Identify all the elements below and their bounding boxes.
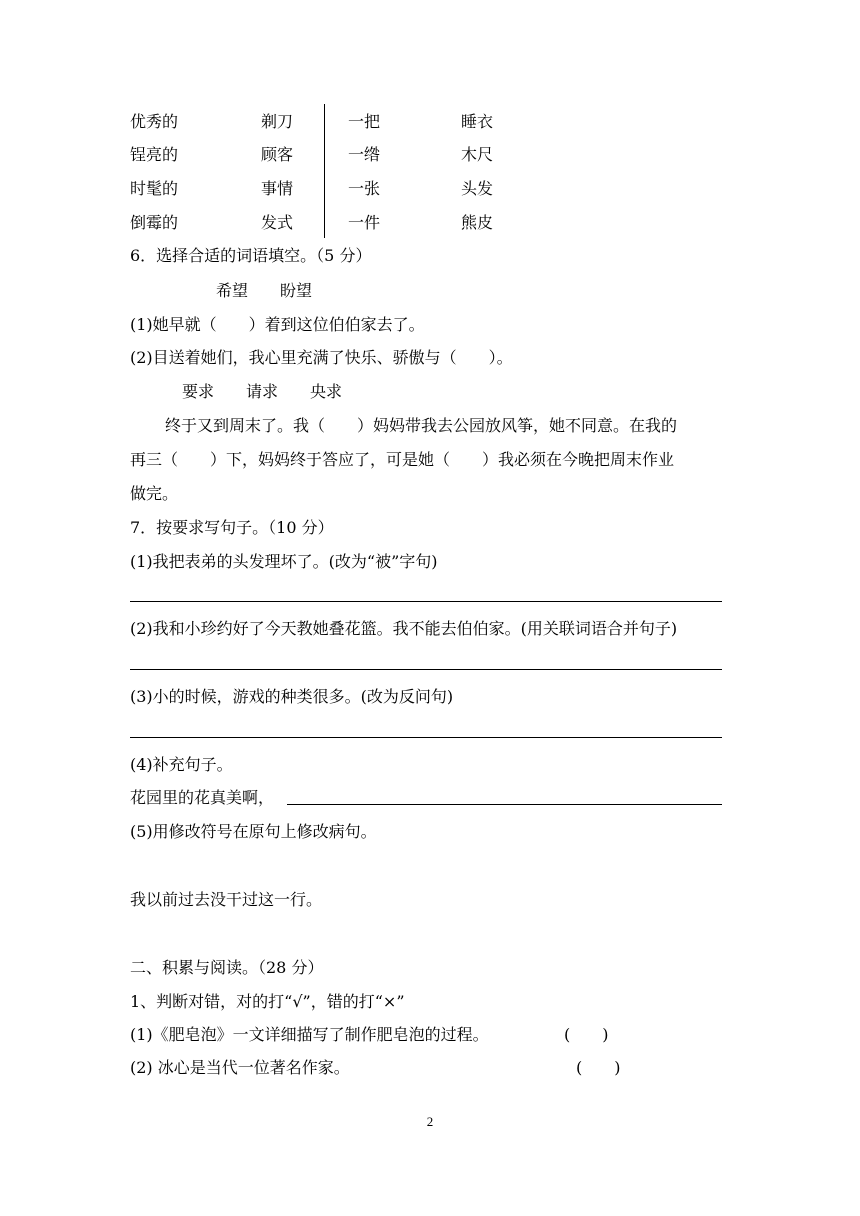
match-right-a-4: 一件: [348, 213, 381, 232]
match-right-b-1: 睡衣: [461, 112, 494, 131]
q6-word-bank-2: 要求 请求 央求: [182, 382, 343, 401]
section2-q1-s1: (1)《肥皂泡》一文详细描写了制作肥皂泡的过程。: [130, 1025, 489, 1044]
match-left-3: 时髦的: [130, 179, 179, 198]
match-right-b-4: 熊皮: [461, 213, 494, 232]
answer-paren-1[interactable]: ( ): [564, 1025, 609, 1044]
q7-sentence-1: (1)我把表弟的头发理坏了。(改为“被”字句): [130, 552, 438, 571]
q6-title: 6．选择合适的词语填空。（5 分）: [130, 246, 372, 265]
match-right-b-3: 头发: [461, 179, 494, 198]
page-number: 2: [426, 1114, 434, 1129]
answer-paren-2[interactable]: ( ): [576, 1058, 621, 1077]
q7-sentence-5-text: 我以前过去没干过这一行。: [130, 890, 323, 909]
q7-title: 7．按要求写句子。（10 分）: [130, 518, 334, 537]
answer-line-3[interactable]: [130, 737, 722, 738]
match-right-a-2: 一绺: [348, 145, 381, 164]
q6-paragraph-line-3: 做完。: [130, 484, 179, 503]
answer-line-1[interactable]: [130, 601, 722, 602]
section2-q1-s2: (2) 冰心是当代一位著名作家。: [130, 1058, 350, 1077]
answer-line-4[interactable]: [287, 804, 722, 805]
section2-title: 二、积累与阅读。（28 分）: [130, 958, 324, 977]
q7-sentence-5: (5)用修改符号在原句上修改病句。: [130, 822, 377, 841]
match-right-a-1: 一把: [348, 112, 381, 131]
match-divider: [324, 104, 325, 238]
match-left-2: 锃亮的: [130, 145, 179, 164]
match-mid-4: 发式: [261, 213, 294, 232]
section2-q1-title: 1、判断对错，对的打“√”，错的打“×”: [130, 992, 405, 1011]
q7-sentence-4: (4)补充句子。: [130, 755, 233, 774]
match-mid-1: 剃刀: [261, 112, 294, 131]
match-left-1: 优秀的: [130, 112, 179, 131]
q6-paragraph-line-1: 终于又到周末了。我（ ）妈妈带我去公园放风筝，她不同意。在我的: [165, 416, 678, 435]
q6-sentence-1: (1)她早就（ ）着到这位伯伯家去了。: [130, 315, 425, 334]
match-right-a-3: 一张: [348, 179, 381, 198]
q6-word-bank-1: 希望 盼望: [216, 281, 313, 300]
match-right-b-2: 木尺: [461, 145, 494, 164]
q7-sentence-4-prompt: 花园里的花真美啊，: [130, 788, 275, 807]
match-left-4: 倒霉的: [130, 213, 179, 232]
q7-sentence-2: (2)我和小珍约好了今天教她叠花篮。我不能去伯伯家。(用关联词语合并句子): [130, 619, 678, 638]
q6-sentence-2: (2)目送着她们，我心里充满了快乐、骄傲与（ ）。: [130, 348, 513, 367]
match-mid-2: 顾客: [261, 145, 294, 164]
answer-line-2[interactable]: [130, 669, 722, 670]
q7-sentence-3: (3)小的时候，游戏的种类很多。(改为反问句): [130, 687, 454, 706]
q6-paragraph-line-2: 再三（ ）下，妈妈终于答应了，可是她（ ）我必须在今晚把周末作业: [130, 450, 675, 469]
match-mid-3: 事情: [261, 179, 294, 198]
